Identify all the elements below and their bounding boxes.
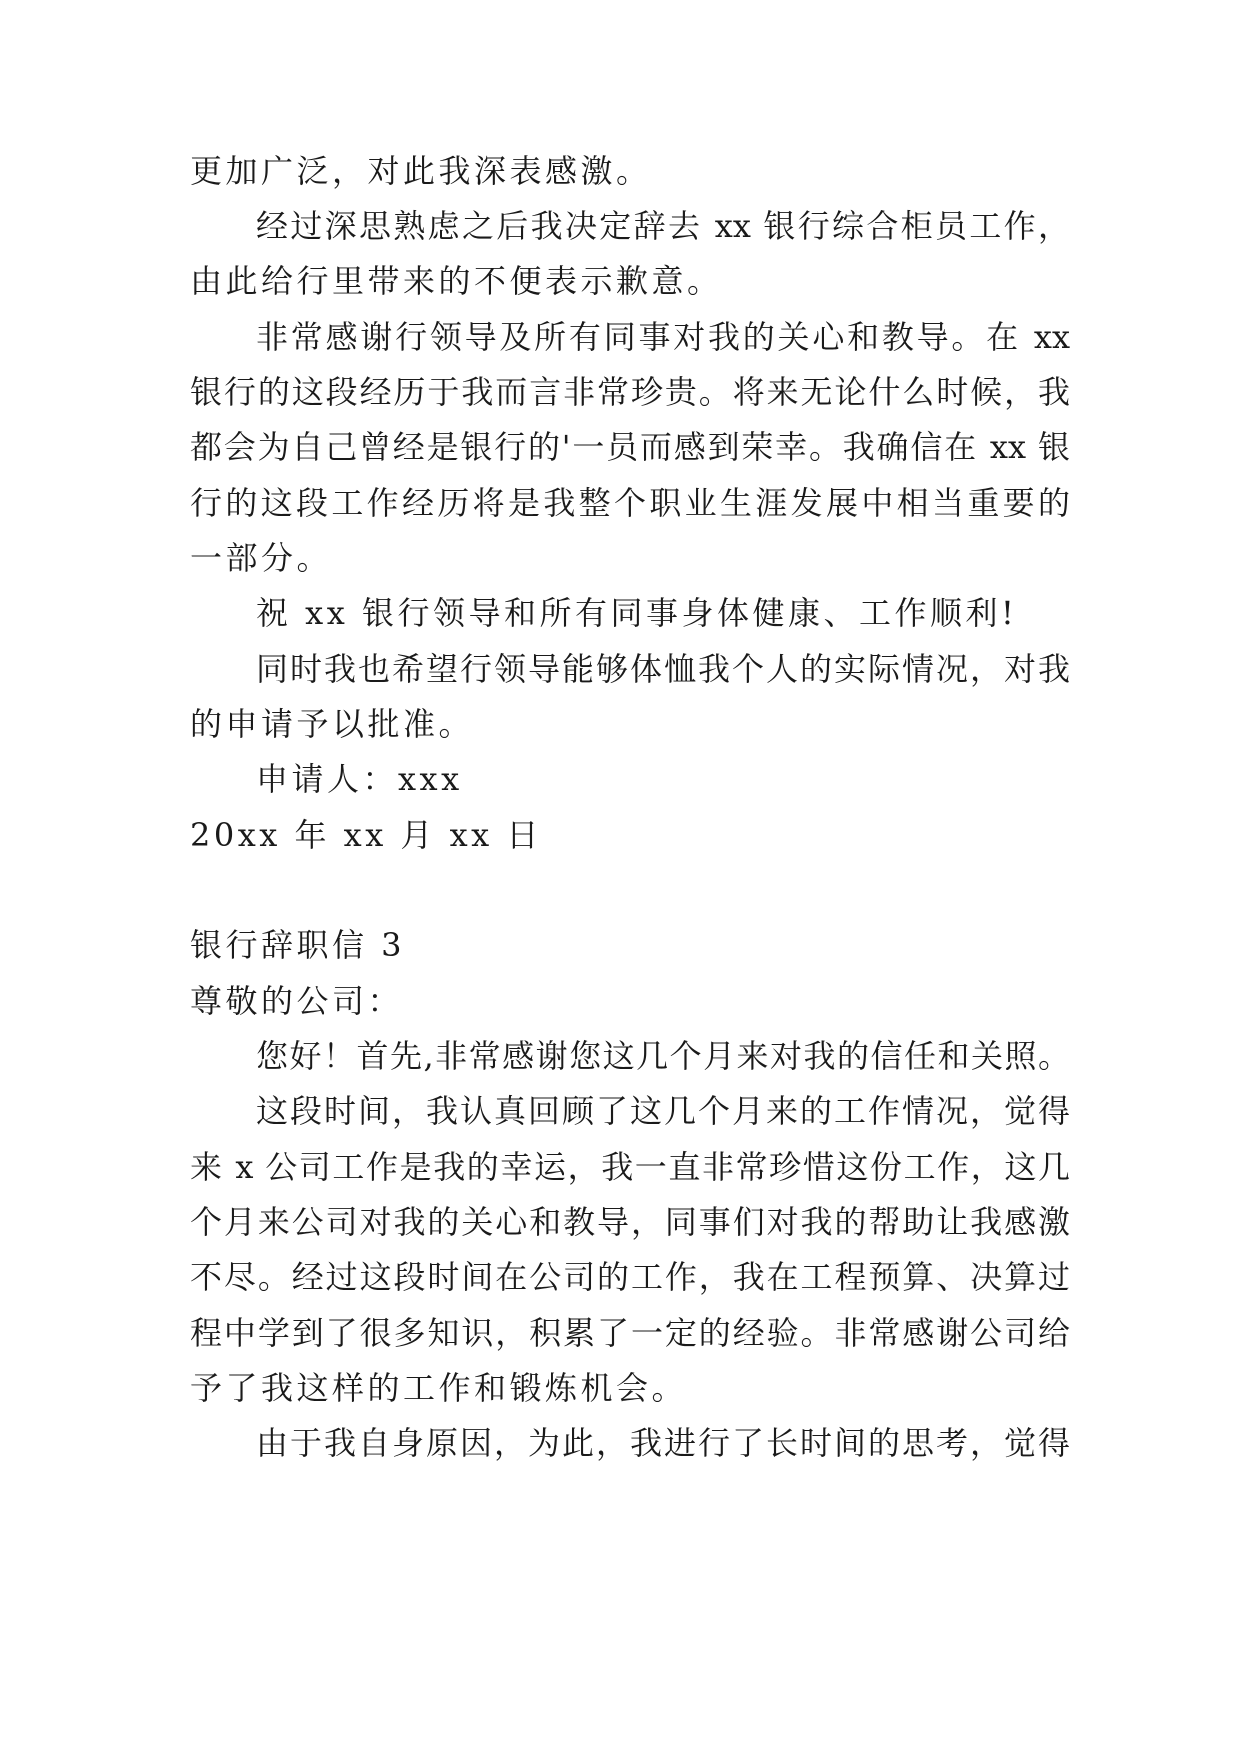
paragraph-line: 同时我也希望行领导能够体恤我个人的实际情况，对我 bbox=[256, 650, 1070, 688]
paragraph-line: 银行的这段经历于我而言非常珍贵。将来无论什么时候，我 bbox=[190, 373, 1070, 411]
paragraph-line: 不尽。经过这段时间在公司的工作，我在工程预算、决算过 bbox=[190, 1258, 1070, 1296]
paragraph-line: 程中学到了很多知识，积累了一定的经验。非常感谢公司给 bbox=[190, 1314, 1070, 1352]
paragraph-line: 都会为自己曾经是银行的'一员而感到荣幸。我确信在 xx 银 bbox=[190, 428, 1070, 466]
applicant-line: 申请人：xxx bbox=[256, 760, 463, 798]
paragraph-line: 行的这段工作经历将是我整个职业生涯发展中相当重要的 bbox=[190, 484, 1070, 522]
paragraph-line: 来 x 公司工作是我的幸运，我一直非常珍惜这份工作，这几 bbox=[190, 1148, 1070, 1186]
paragraph-line: 更加广泛，对此我深表感激。 bbox=[190, 152, 652, 190]
paragraph-line: 非常感谢行领导及所有同事对我的关心和教导。在 xx bbox=[256, 318, 1070, 356]
section-heading: 银行辞职信 3 bbox=[190, 926, 406, 964]
paragraph-line: 的申请予以批准。 bbox=[190, 705, 475, 743]
paragraph-line: 个月来公司对我的关心和教导，同事们对我的帮助让我感激 bbox=[190, 1203, 1070, 1241]
paragraph-line: 予了我这样的工作和锻炼机会。 bbox=[190, 1369, 688, 1407]
paragraph-line: 这段时间，我认真回顾了这几个月来的工作情况，觉得 bbox=[256, 1092, 1070, 1130]
paragraph-line: 由此给行里带来的不便表示歉意。 bbox=[190, 262, 723, 300]
paragraph-line: 您好！首先,非常感谢您这几个月来对我的信任和关照。 bbox=[256, 1037, 1070, 1075]
paragraph-line: 祝 xx 银行领导和所有同事身体健康、工作顺利! bbox=[256, 594, 1018, 632]
paragraph-line: 一部分。 bbox=[190, 539, 333, 577]
paragraph-line: 经过深思熟虑之后我决定辞去 xx 银行综合柜员工作， bbox=[256, 207, 1070, 245]
salutation-line: 尊敬的公司： bbox=[190, 982, 404, 1020]
date-line: 20xx 年 xx 月 xx 日 bbox=[190, 816, 542, 854]
paragraph-line: 由于我自身原因，为此，我进行了长时间的思考，觉得 bbox=[256, 1424, 1070, 1462]
